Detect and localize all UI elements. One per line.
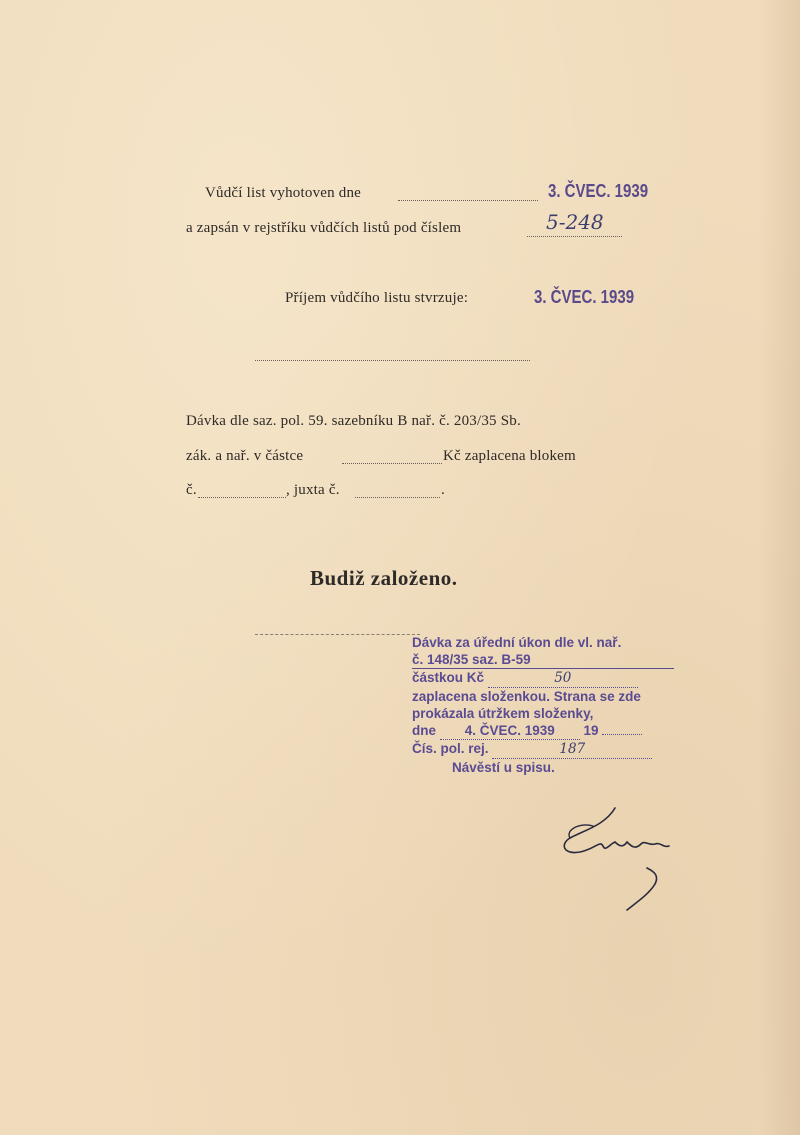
- separator-line: [255, 634, 420, 635]
- fee-stamp-line-1: Dávka za úřední úkon dle vl. nař.: [412, 635, 622, 650]
- page-edge-shadow: [758, 0, 800, 1135]
- fee-stamp-amount-value: 50: [488, 670, 638, 688]
- juxta-label: , juxta č.: [286, 482, 340, 498]
- fee-stamp-date-row: [412, 722, 682, 740]
- fee-stamp-register-row: [412, 740, 682, 759]
- fee-stamp-line-2: č. 148/35 saz. B-59: [412, 651, 674, 669]
- amount-label: zák. a nař. v částce: [186, 448, 304, 464]
- paid-by-block-label: Kč zaplacena blokem: [443, 448, 576, 464]
- signature-dotted-line: [255, 360, 530, 361]
- issued-date-label: Vůdčí list vyhotoven dne: [205, 185, 362, 201]
- fee-stamp-notice: Návěstí u spisu.: [452, 760, 555, 775]
- fee-stamp-line-5: prokázala útržkem složenky,: [412, 706, 594, 721]
- juxta-period: .: [441, 482, 445, 498]
- page-title: Budiž založeno.: [310, 566, 458, 590]
- block-number-dotted-line: [198, 497, 286, 498]
- issued-date-stamp: 3. ČVEC. 1939: [548, 181, 649, 202]
- fee-stamp-line-4: zaplacena složenkou. Strana se zde: [412, 689, 641, 704]
- fee-stamp-register-value: 187: [492, 741, 652, 759]
- fee-stamp-register-label: Čís. pol. rej.: [412, 741, 489, 756]
- fee-stamp-amount-label: částkou Kč: [412, 670, 485, 685]
- issued-date-dotted-line: [398, 200, 538, 201]
- juxta-dotted-line: [355, 497, 440, 498]
- register-number-label: a zapsán v rejstříku vůdčích listů pod číslem: [186, 220, 462, 236]
- handwritten-signature: [555, 800, 685, 920]
- amount-dotted-line: [342, 463, 442, 464]
- receipt-date-stamp: 3. ČVEC. 1939: [534, 287, 635, 308]
- fee-stamp: [412, 634, 682, 776]
- fee-stamp-date-value: 4. ČVEC. 1939: [440, 722, 580, 740]
- fee-stamp-amount-row: [412, 669, 682, 688]
- receipt-confirmation-label: Příjem vůdčího listu stvrzuje:: [285, 290, 469, 306]
- block-number-label: č.: [186, 482, 197, 498]
- register-number-dotted-line: [527, 236, 622, 237]
- fee-stamp-year-line: [602, 734, 642, 735]
- fee-clause-line: Dávka dle saz. pol. 59. sazebníku B nař. č. 203/35 Sb.: [186, 413, 521, 429]
- register-number-handwritten: 5-248: [546, 210, 604, 234]
- fee-stamp-date-label: dne: [412, 723, 437, 738]
- fee-stamp-year-prefix: 19: [583, 723, 599, 738]
